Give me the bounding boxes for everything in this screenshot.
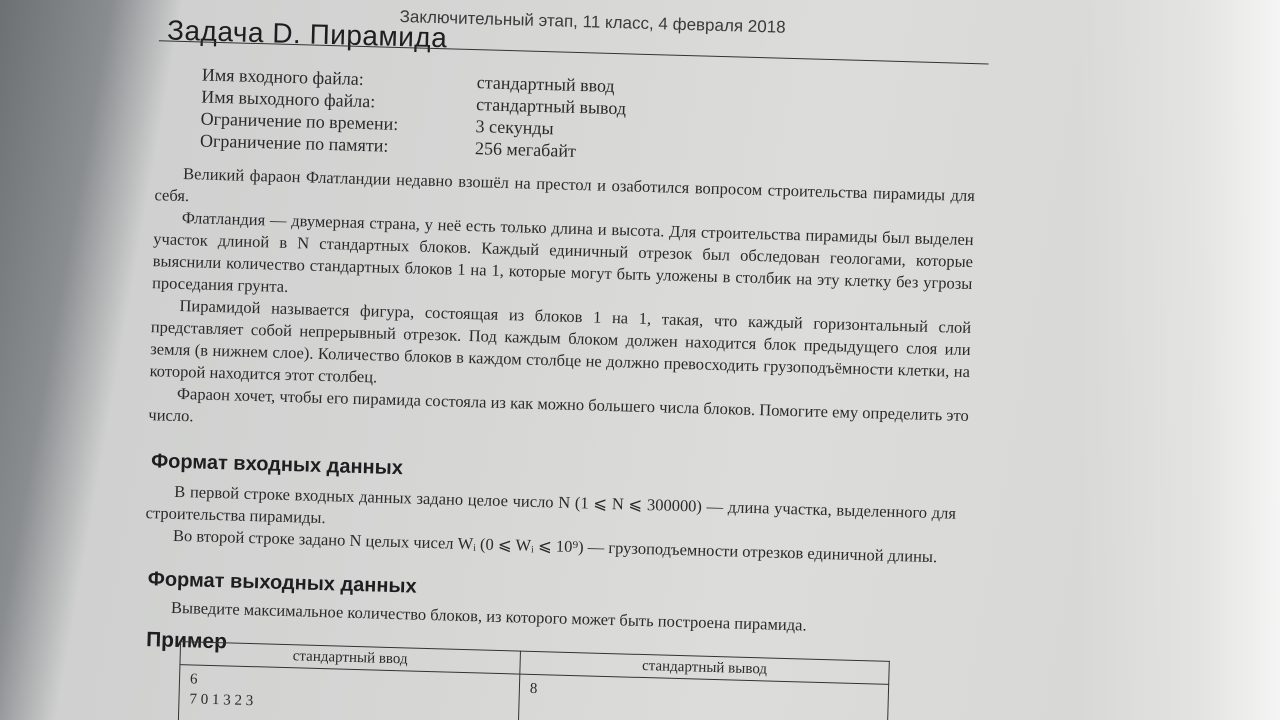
statement-paragraph: Фараон хочет, чтобы его пирамида состояла из как можно большего числа блоков. Помогите ему определить это число. (148, 383, 969, 426)
meta-value: 3 секунды (475, 115, 554, 138)
output-format-heading: Формат выходных данных (147, 568, 417, 598)
screen-glare (1080, 0, 1280, 720)
input-format-text (145, 480, 957, 569)
example-input-cell (178, 665, 520, 720)
output-format-paragraph: Выведите максимальное количество блоков, из которого может быть построена пирамида. (170, 597, 807, 635)
example-input-line: 6 (189, 671, 198, 688)
problem-statement (148, 162, 975, 449)
meta-label: Ограничение по памяти: (199, 129, 389, 156)
input-format-heading: Формат входных данных (150, 450, 404, 480)
example-output-line: 8 (529, 680, 538, 698)
example-output-header: стандартный вывод (520, 651, 890, 684)
meta-value: 256 мегабайт (474, 137, 577, 161)
example-input-line: 7 0 1 3 2 3 (189, 691, 254, 710)
meta-label: Имя входного файла: (201, 63, 365, 89)
statement-paragraph: Флатландия — двумерная страна, у неё есть только длина и высота. Для строительства пирамиды был выделен участок длиной в N стандартных блоков. Каждый единичный отрезок был обследован геологами, которые выяснили количество стандартных блоков 1 на 1, которые могут быть уложены в столбик на эту клетку без угрозы проседания грунта. (151, 207, 974, 296)
output-format-text (143, 596, 953, 641)
example-table (178, 641, 890, 720)
example-input-header: стандартный ввод (180, 642, 520, 674)
example-heading: Пример (145, 628, 228, 654)
input-format-paragraph: В первой строке входных данных задано целое число N (1 ⩽ N ⩽ 300000) — длина участка, выделенного для строительства пирамиды. (145, 481, 957, 528)
meta-value: стандартный ввод (476, 71, 615, 96)
title-rule (159, 40, 989, 64)
document-page (130, 0, 1030, 720)
running-header: Заключительный этап, 11 класс, 4 февраля 2018 (399, 6, 786, 37)
meta-value: стандартный вывод (475, 93, 627, 118)
input-format-paragraph: Во второй строке задано N целых чисел Wᵢ (0 ⩽ Wᵢ ⩽ 10⁹) — грузоподъемности отрезков единичной длины. (172, 525, 938, 567)
problem-meta-table (200, 63, 627, 163)
meta-label: Имя выходного файла: (201, 85, 376, 111)
problem-title: Задача D. Пирамида (166, 14, 448, 54)
statement-paragraph: Великий фараон Флатландии недавно взошёл на престол и озаботился вопросом строительства пирамиды для себя. (154, 163, 976, 206)
statement-paragraph: Пирамидой называется фигура, состоящая из блоков 1 на 1, такая, что каждый горизонтальный слой представляет собой непрерывный отрезок. Под каждым блоком должен находится блок предыдущего слоя или земля (в нижнем слое). Количество блоков в каждом столбце не должно превосходить грузоподъёмности клетки, на которой находится этот столбец. (149, 295, 972, 387)
meta-label: Ограничение по времени: (200, 107, 399, 134)
